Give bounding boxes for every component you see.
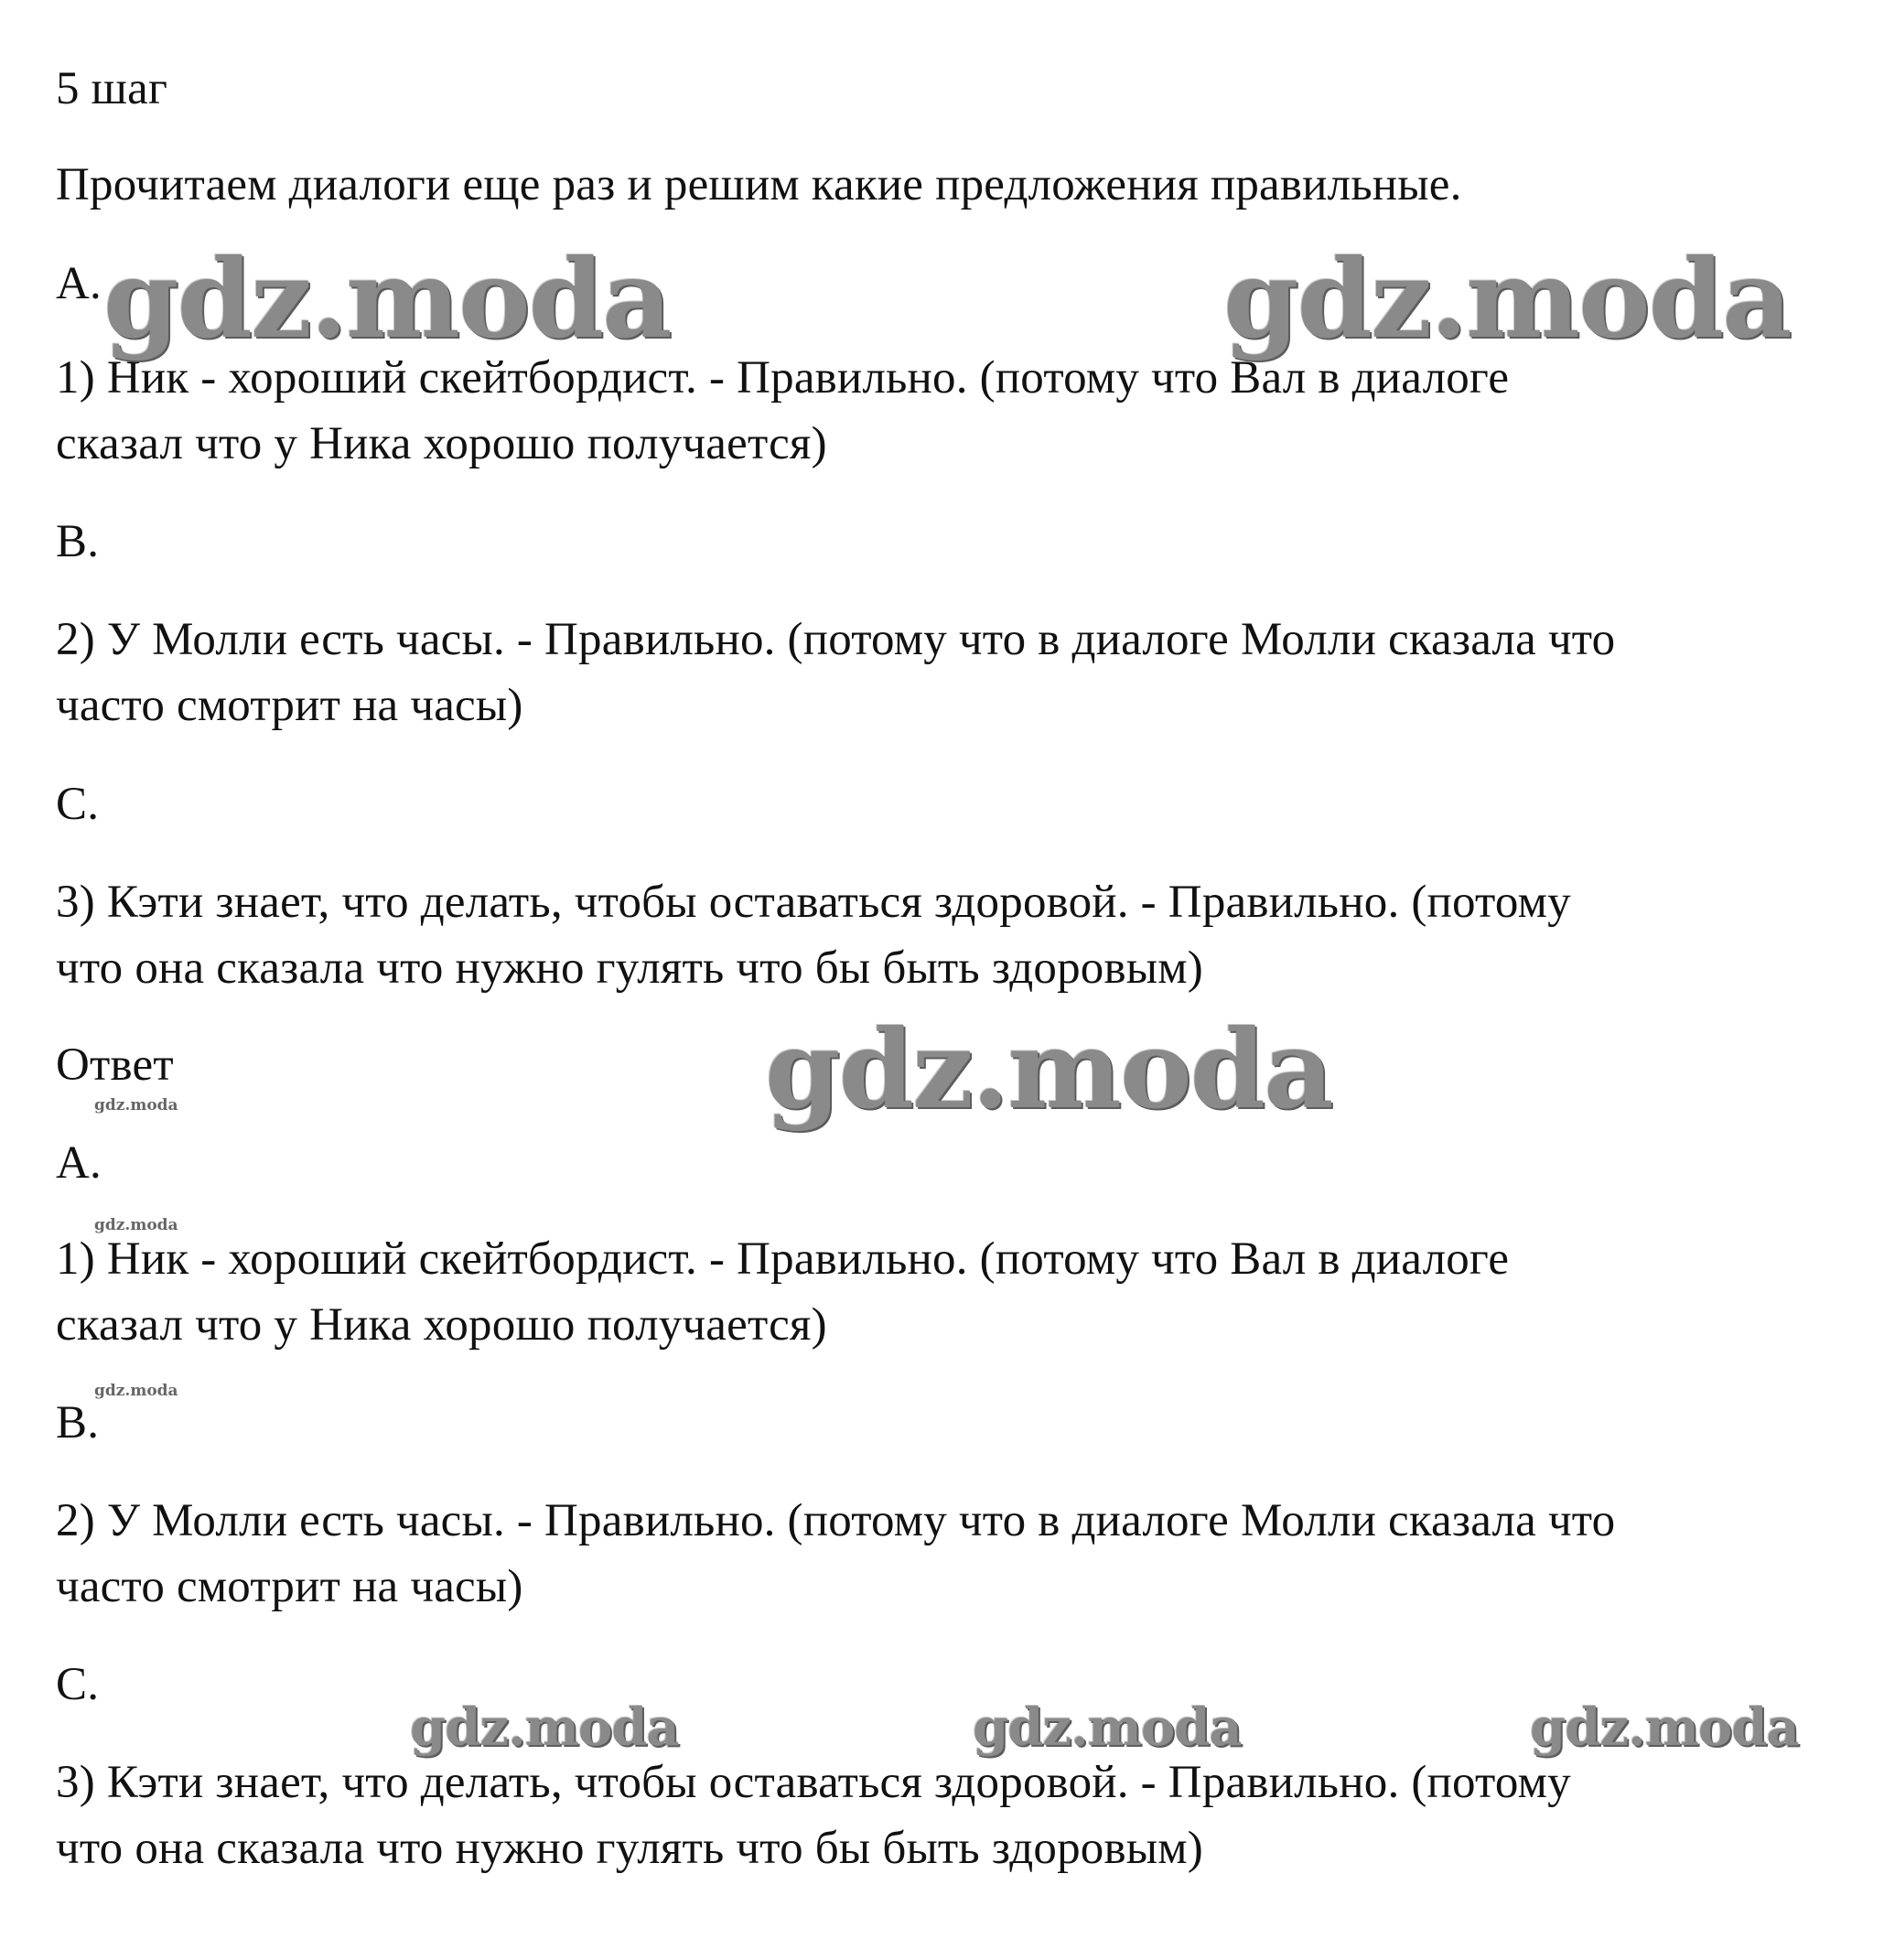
solution-c-line-1: 3) Кэти знает, что делать, чтобы оставаться здоровой. - Правильно. (потому bbox=[56, 877, 1571, 928]
answer-c-line-2: что она сказала что нужно гулять что бы быть здоровым) bbox=[56, 1823, 1203, 1874]
answer-b-line-2: часто смотрит на часы) bbox=[56, 1561, 523, 1612]
answer-a-line-1: 1) Ник - хороший скейтбордист. - Правильно. (потому что Вал в диалоге bbox=[56, 1233, 1510, 1285]
section-b-label: B. bbox=[56, 516, 100, 567]
watermark-small: gdz.moda bbox=[94, 1382, 178, 1400]
watermark-small: gdz.moda bbox=[94, 1216, 178, 1234]
section-c-label: C. bbox=[56, 779, 100, 830]
answer-section-a-label: A. bbox=[56, 1137, 102, 1189]
step-label: 5 шаг bbox=[56, 63, 168, 114]
watermark-medium: gdz.moda bbox=[973, 1697, 1242, 1758]
watermark-medium: gdz.moda bbox=[410, 1697, 679, 1758]
answer-c-line-1: 3) Кэти знает, что делать, чтобы оставаться здоровой. - Правильно. (потому bbox=[56, 1757, 1571, 1808]
answer-b-line-1: 2) У Молли есть часы. - Правильно. (потому что в диалоге Молли сказала что bbox=[56, 1495, 1616, 1546]
watermark-small: gdz.moda bbox=[94, 1096, 178, 1115]
watermark-large: gdz.moda bbox=[1223, 235, 1791, 362]
section-a-label: A. bbox=[56, 258, 102, 309]
solution-b-line-2: часто смотрит на часы) bbox=[56, 680, 523, 731]
solution-c-line-2: что она сказала что нужно гулять что бы быть здоровым) bbox=[56, 942, 1203, 994]
answer-label: Ответ bbox=[56, 1039, 174, 1091]
answer-section-b-label: B. bbox=[56, 1397, 100, 1448]
watermark-large: gdz.moda bbox=[103, 235, 671, 362]
solution-a-line-2: сказал что у Ника хорошо получается) bbox=[56, 418, 827, 469]
solution-a-line-1: 1) Ник - хороший скейтбордист. - Правильно. (потому что Вал в диалоге bbox=[56, 352, 1510, 404]
answer-section-c-label: C. bbox=[56, 1659, 100, 1710]
watermark-large: gdz.moda bbox=[765, 1006, 1332, 1133]
solution-b-line-1: 2) У Молли есть часы. - Правильно. (потому что в диалоге Молли сказала что bbox=[56, 614, 1616, 665]
watermark-medium: gdz.moda bbox=[1530, 1697, 1799, 1758]
intro-text: Прочитаем диалоги еще раз и решим какие предложения правильные. bbox=[56, 159, 1462, 210]
answer-a-line-2: сказал что у Ника хорошо получается) bbox=[56, 1299, 827, 1351]
